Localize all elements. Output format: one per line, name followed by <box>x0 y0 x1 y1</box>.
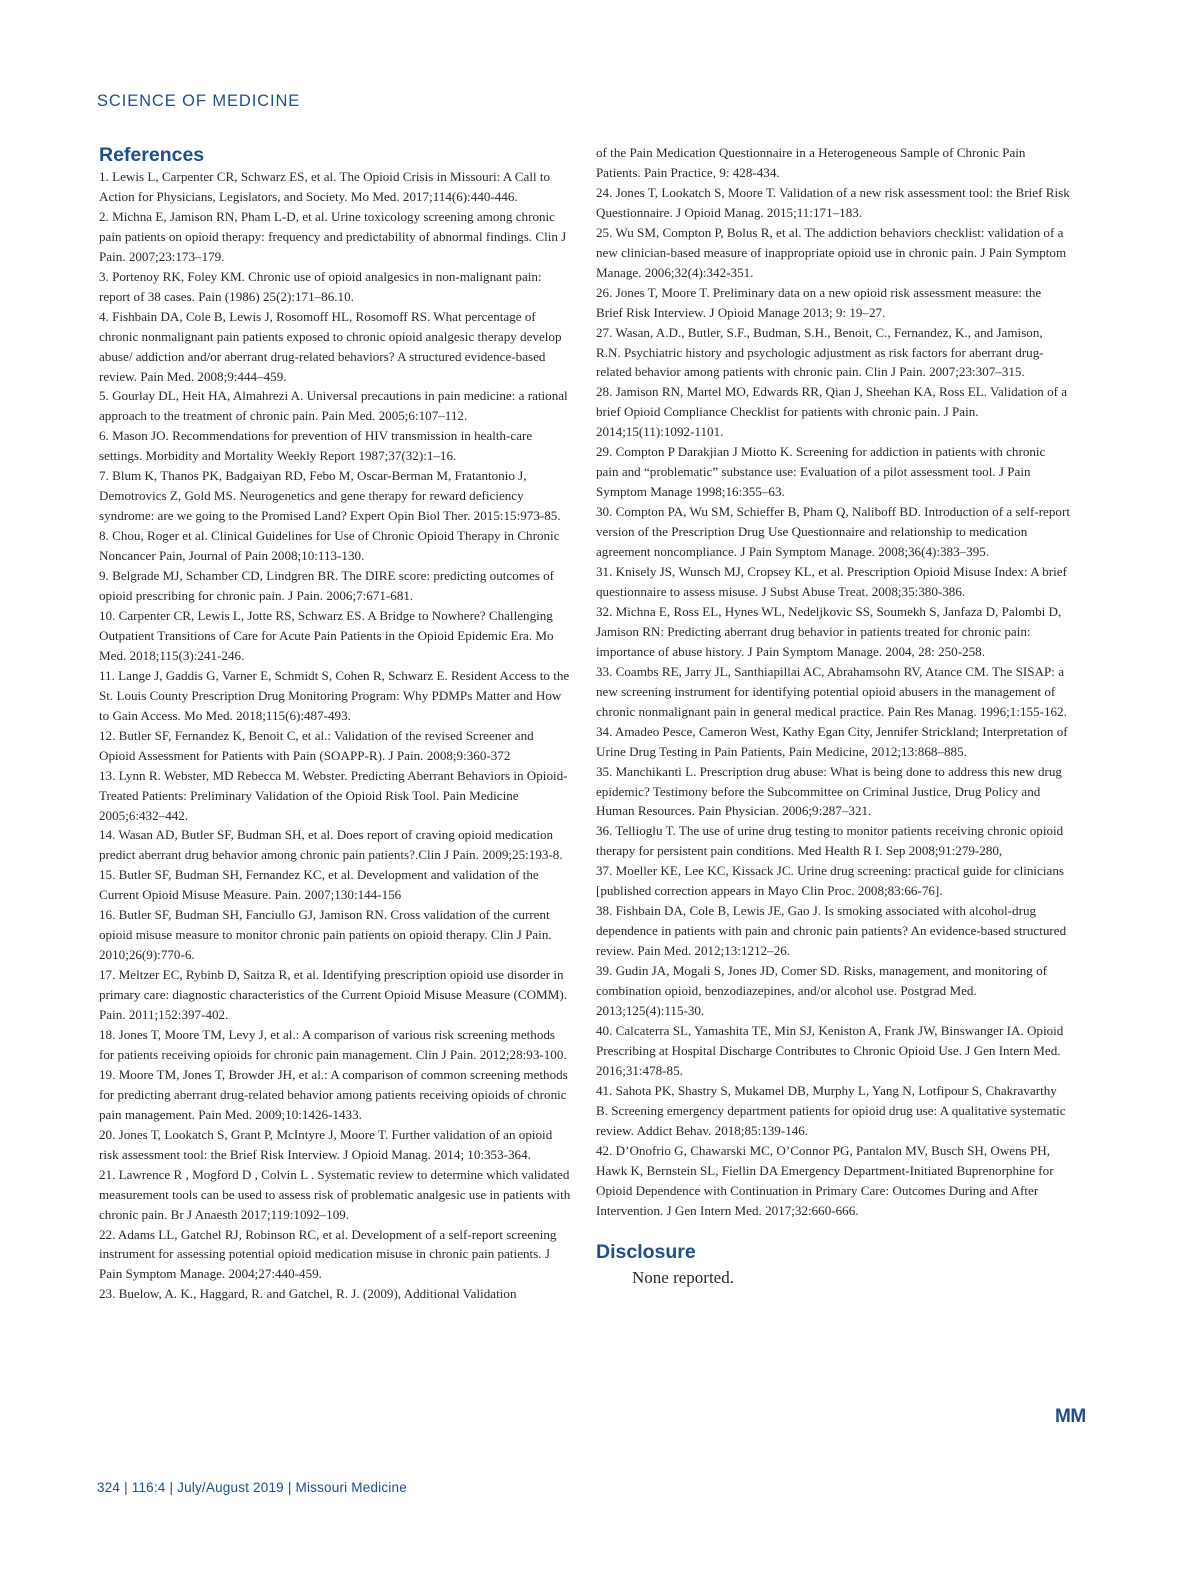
reference-item: 31. Knisely JS, Wunsch MJ, Cropsey KL, et al. Prescription Opioid Misuse Index: A brief questionnaire to assess misuse. J Subst Abuse Treat. 2008;35:380-386. <box>596 564 1067 599</box>
reference-item: 7. Blum K, Thanos PK, Badgaiyan RD, Febo M, Oscar-Berman M, Fratantonio J, Demotrovics Z, Gold MS. Neurogenetics and gene therapy for reward deficiency syndrome: are we going to the Promised Land? Expert Opin Biol Ther. 2015:15:973-85. <box>99 468 561 524</box>
reference-item: 17. Meltzer EC, Rybinb D, Saitza R, et al. Identifying prescription opioid use disorder in primary care: diagnostic characteristics of the Current Opioid Misuse Measure (COMM). Pain. 2011;152:397-402. <box>99 967 567 1023</box>
reference-item: 26. Jones T, Moore T. Preliminary data on a new opioid risk assessment measure: the Brief Risk Interview. J Opioid Manage 2013; 9: 19–27. <box>596 284 1042 320</box>
reference-item: 30. Compton PA, Wu SM, Schieffer B, Pham Q, Naliboff BD. Introduction of a self-report version of the Prescription Drug Use Questionnaire and relationship to medication agreement noncompliance. J Pain Symptom Manage. 2008;36(4):383–395. <box>596 504 1070 560</box>
reference-item: 38. Fishbain DA, Cole B, Lewis JE, Gao J. Is smoking associated with alcohol-drug dependence in patients with pain and chronic pain patients? An evidence-based structured review. Pain Med. 2012;13:1212–26. <box>596 903 1067 959</box>
reference-item: 5. Gourlay DL, Heit HA, Almahrezi A. Universal precautions in pain medicine: a rational approach to the treatment of chronic pain. Pain Med. 2005;6:107–112. <box>99 388 568 424</box>
page-footer: 324 | 116:4 | July/August 2019 | Missouri Medicine <box>97 1480 407 1495</box>
reference-item: 22. Adams LL, Gatchel RJ, Robinson RC, et al. Development of a self-report screening instrument for assessing potential opioid medication misuse in chronic pain patients. J Pain Symptom Manage. 2004;27:440-459. <box>99 1226 557 1282</box>
reference-item: 35. Manchikanti L. Prescription drug abuse: What is being done to address this new drug epidemic? Testimony before the Subcommittee on Criminal Justice, Drug Policy and Human Resources. Pain Physician. 2006;9:287–321. <box>596 763 1062 819</box>
reference-item: 37. Moeller KE, Lee KC, Kissack JC. Urine drug screening: practical guide for clinicians [published correction appears in Mayo Clin Proc. 2008;83:66-76]. <box>596 863 1064 899</box>
reference-item: 3. Portenoy RK, Foley KM. Chronic use of opioid analgesics in non-malignant pain: report of 38 cases. Pain (1986) 25(2):171–86.10. <box>99 268 542 304</box>
disclosure-text: None reported. <box>632 1268 734 1288</box>
reference-item: 33. Coambs RE, Jarry JL, Santhiapillai AC, Abrahamsohn RV, Atance CM. The SISAP: a new screening instrument for identifying potential opioid abusers in the management of chronic nonmalignant pain in general medical practice. Pain Res Manag. 1996;1:155-162. <box>596 663 1067 719</box>
reference-item: 20. Jones T, Lookatch S, Grant P, McIntyre J, Moore T. Further validation of an opioid risk assessment tool: the Brief Risk Interview. J Opioid Manag. 2014; 10:353-364. <box>99 1126 553 1162</box>
reference-item: 16. Butler SF, Budman SH, Fanciullo GJ, Jamison RN. Cross validation of the current opioid misuse measure to monitor chronic pain patients on opioid therapy. Clin J Pain. 2010;26(9):770-6. <box>99 907 552 963</box>
reference-item: 13. Lynn R. Webster, MD Rebecca M. Webster. Predicting Aberrant Behaviors in Opioid-Treated Patients: Preliminary Validation of the Opioid Risk Tool. Pain Medicine 2005;6:432–442. <box>99 767 568 823</box>
references-left-column <box>99 143 571 1304</box>
reference-item: 8. Chou, Roger et al. Clinical Guidelines for Use of Chronic Opioid Therapy in Chronic Noncancer Pain, Journal of Pain 2008;10:113-130. <box>99 528 560 564</box>
reference-item: 2. Michna E, Jamison RN, Pham L-D, et al. Urine toxicology screening among chronic pain patients on opioid therapy: frequency and predictability of abnormal findings. Clin J Pain. 2007;23:173–179. <box>99 208 567 264</box>
reference-item: 29. Compton P Darakjian J Miotto K. Screening for addiction in patients with chronic pain and “problematic” substance use: Evaluation of a pilot assessment tool. J Pain Symptom Manage 1998;16:355–63. <box>596 444 1046 500</box>
references-right-column <box>596 143 1070 1289</box>
section-label: SCIENCE OF MEDICINE <box>97 92 301 110</box>
reference-item: 36. Tellioglu T. The use of urine drug testing to monitor patients receiving chronic opioid therapy for persistent pain conditions. Med Health R I. Sep 2008;91:279-280, <box>596 823 1064 859</box>
reference-item: 6. Mason JO. Recommendations for prevention of HIV transmission in health-care settings. Morbidity and Mortality Weekly Report 1987;37(32):1–16. <box>99 428 533 464</box>
reference-item: 25. Wu SM, Compton P, Bolus R, et al. The addiction behaviors checklist: validation of a new clinician-based measure of inappropriate opioid use in chronic pain. J Pain Symptom Manage. 2006;32(4):342-351. <box>596 224 1067 280</box>
reference-item: 27. Wasan, A.D., Butler, S.F., Budman, S.H., Benoit, C., Fernandez, K., and Jamison, R.N. Psychiatric history and psychologic adjustment as risk factors for aberrant drug-related behavior among patients with chronic pain. Clin J Pain. 2007;23:307–315. <box>596 324 1044 380</box>
reference-item: 42. D’Onofrio G, Chawarski MC, O’Connor PG, Pantalon MV, Busch SH, Owens PH, Hawk K, Bernstein SL, Fiellin DA Emergency Department-Initiated Buprenorphine for Opioid Dependence with Continuation in Primary Care: Outcomes During and After Intervention. J Gen Intern Med. 2017;32:660-666. <box>596 1142 1054 1218</box>
reference-item: 18. Jones T, Moore TM, Levy J, et al.: A comparison of various risk screening methods for patients receiving opioids for chronic pain management. Clin J Pain. 2012;28:93-100. <box>99 1026 567 1062</box>
references-list-left <box>99 167 571 1304</box>
reference-item: 28. Jamison RN, Martel MO, Edwards RR, Qian J, Sheehan KA, Ross EL. Validation of a brief Opioid Compliance Checklist for patients with chronic pain. J Pain. 2014;15(11):1092-1101. <box>596 384 1068 440</box>
reference-item: 23. Buelow, A. K., Haggard, R. and Gatchel, R. J. (2009), Additional Validation <box>99 1286 517 1302</box>
reference-item: 40. Calcaterra SL, Yamashita TE, Min SJ, Keniston A, Frank JW, Binswanger IA. Opioid Prescribing at Hospital Discharge Contributes to Chronic Opioid Use. J Gen Intern Med. 2016;31:478-85. <box>596 1022 1064 1078</box>
reference-item: 10. Carpenter CR, Lewis L, Jotte RS, Schwarz ES. A Bridge to Nowhere? Challenging Outpatient Transitions of Care for Acute Pain Patients in the Opioid Epidemic Era. Mo Med. 2018;115(3):241-246. <box>99 607 554 663</box>
reference-item: 34. Amadeo Pesce, Cameron West, Kathy Egan City, Jennifer Strickland; Interpretation of Urine Drug Testing in Pain Patients, Pain Medicine, 2012;13:868–885. <box>596 723 1068 759</box>
reference-item: 19. Moore TM, Jones T, Browder JH, et al.: A comparison of common screening methods for predicting aberrant drug-related behavior among patients receiving opioids of chronic pain management. Pain Med. 2009;10:1426-1433. <box>99 1066 568 1122</box>
references-list-right <box>596 143 1070 1220</box>
reference-item: 21. Lawrence R , Mogford D , Colvin L . Systematic review to determine which validated measurement tools can be used to assess risk of problematic analgesic use in patients with chronic pain. Br J Anaesth 2017;119:1092–109. <box>99 1166 571 1222</box>
reference-item: 4. Fishbain DA, Cole B, Lewis J, Rosomoff HL, Rosomoff RS. What percentage of chronic nonmalignant pain patients exposed to chronic opioid analgesic therapy develop abuse/ addiction and/or aberrant drug-related behaviors? A structured evidence-based review. Pain Med. 2008;9:444–459. <box>99 308 562 384</box>
reference-item: 12. Butler SF, Fernandez K, Benoit C, et al.: Validation of the revised Screener and Opioid Assessment for Patients with Pain (SOAPP-R). J Pain. 2008;9:360-372 <box>99 727 534 763</box>
reference-item: of the Pain Medication Questionnaire in a Heterogeneous Sample of Chronic Pain Patients. Pain Practice, 9: 428-434. <box>596 145 1026 180</box>
reference-item: 15. Butler SF, Budman SH, Fernandez KC, et al. Development and validation of the Current Opioid Misuse Measure. Pain. 2007;130:144-156 <box>99 867 539 903</box>
reference-item: 39. Gudin JA, Mogali S, Jones JD, Comer SD. Risks, management, and monitoring of combination opioid, benzodiazepines, and/or alcohol use. Postgrad Med. 2013;125(4):115-30. <box>596 963 1047 1018</box>
references-heading: References <box>99 144 205 166</box>
reference-item: 11. Lange J, Gaddis G, Varner E, Schmidt S, Cohen R, Schwarz E. Resident Access to the St. Louis County Prescription Drug Monitoring Program: Why PDMPs Matter and How to Gain Access. Mo Med. 2018;115(6):487-493. <box>99 667 570 723</box>
reference-item: 41. Sahota PK, Shastry S, Mukamel DB, Murphy L, Yang N, Lotfipour S, Chakravarthy B. Screening emergency department patients for opioid drug use: A qualitative systematic review. Addict Behav. 2018;85:139-146. <box>596 1082 1066 1138</box>
reference-item: 24. Jones T, Lookatch S, Moore T. Validation of a new risk assessment tool: the Brief Risk Questionnaire. J Opioid Manag. 2015;11:171–183. <box>596 184 1070 220</box>
missouri-medicine-logo: MM <box>1055 1406 1086 1427</box>
disclosure-heading: Disclosure <box>596 1241 696 1264</box>
reference-item: 32. Michna E, Ross EL, Hynes WL, Nedeljkovic SS, Soumekh S, Janfaza D, Palombi D, Jamison RN: Predicting aberrant drug behavior in patients treated for chronic pain: importance of abuse history. J Pain Symptom Manage. 2004, 28: 250-258. <box>596 603 1062 659</box>
reference-item: 9. Belgrade MJ, Schamber CD, Lindgren BR. The DIRE score: predicting outcomes of opioid prescribing for chronic pain. J Pain. 2006;7:671-681. <box>99 568 555 604</box>
reference-item: 14. Wasan AD, Butler SF, Budman SH, et al. Does report of craving opioid medication predict aberrant drug behavior among chronic pain patients?.Clin J Pain. 2009;25:193-8. <box>99 827 563 863</box>
reference-item: 1. Lewis L, Carpenter CR, Schwarz ES, et al. The Opioid Crisis in Missouri: A Call to Action for Physicians, Legislators, and Society. Mo Med. 2017;114(6):440-446. <box>99 169 551 204</box>
